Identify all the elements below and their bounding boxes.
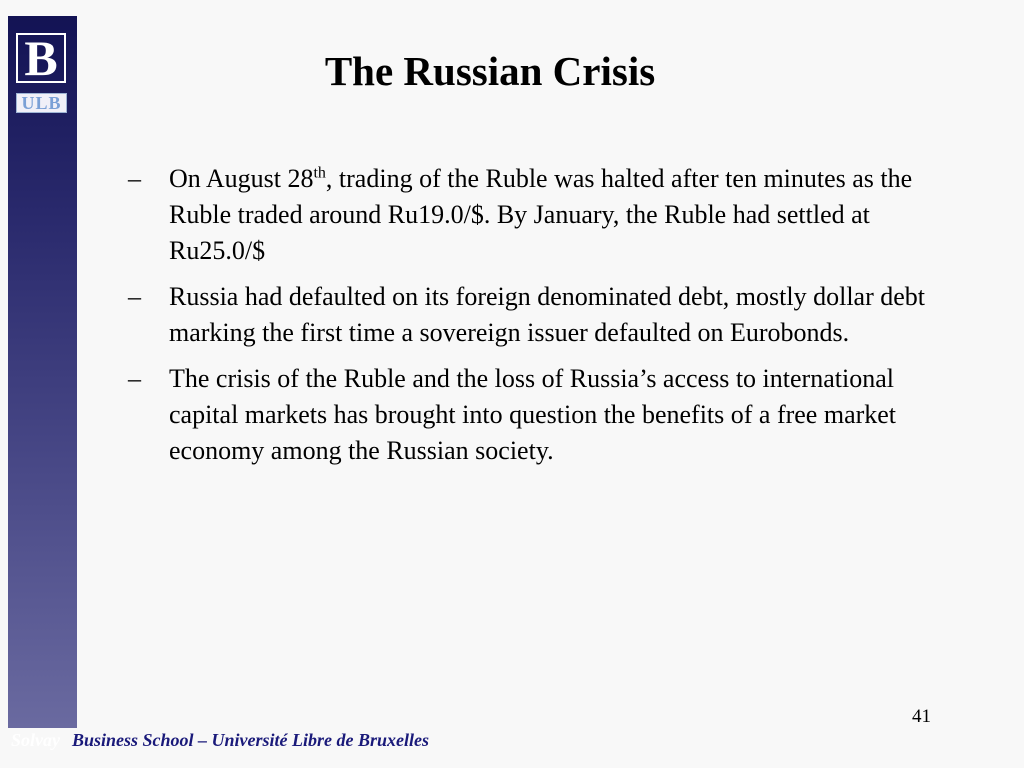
footer bbox=[11, 729, 429, 751]
bullet-superscript: th bbox=[313, 164, 326, 182]
bullet-text: Russia had defaulted on its foreign denominated debt, mostly dollar debt marking the first time a sovereign issuer defaulted on Eurobonds. bbox=[169, 282, 926, 347]
bullet-item bbox=[124, 279, 954, 351]
bullet-item bbox=[124, 161, 954, 269]
logo-letter: B bbox=[24, 30, 58, 86]
bullet-text: On August 28 bbox=[169, 164, 314, 193]
bullet-item bbox=[124, 361, 954, 469]
logo-ulb bbox=[16, 93, 67, 113]
logo-b-icon bbox=[16, 30, 66, 86]
sidebar-band bbox=[8, 16, 77, 728]
bullet-dash: – bbox=[128, 364, 141, 393]
bullet-dash: – bbox=[128, 282, 141, 311]
footer-school-name: Business School – Université Libre de Bruxelles bbox=[72, 730, 430, 750]
slide-title: The Russian Crisis bbox=[324, 48, 656, 94]
bullet-text-continued: , trading of the Ruble was halted after ten minutes as the Ruble traded around Ru19.0/$. By January, the Ruble had settled at Ru25.0/$ bbox=[169, 164, 913, 265]
bullet-dash: – bbox=[128, 164, 141, 193]
bullet-list bbox=[124, 161, 954, 479]
bullet-text: The crisis of the Ruble and the loss of Russia’s access to international capital markets has brought into question the benefits of a free market economy among the Russian society. bbox=[169, 364, 897, 465]
page-number: 41 bbox=[912, 706, 931, 727]
footer-solvay: Solvay bbox=[11, 730, 60, 750]
logo-ulb-text: ULB bbox=[21, 93, 62, 113]
